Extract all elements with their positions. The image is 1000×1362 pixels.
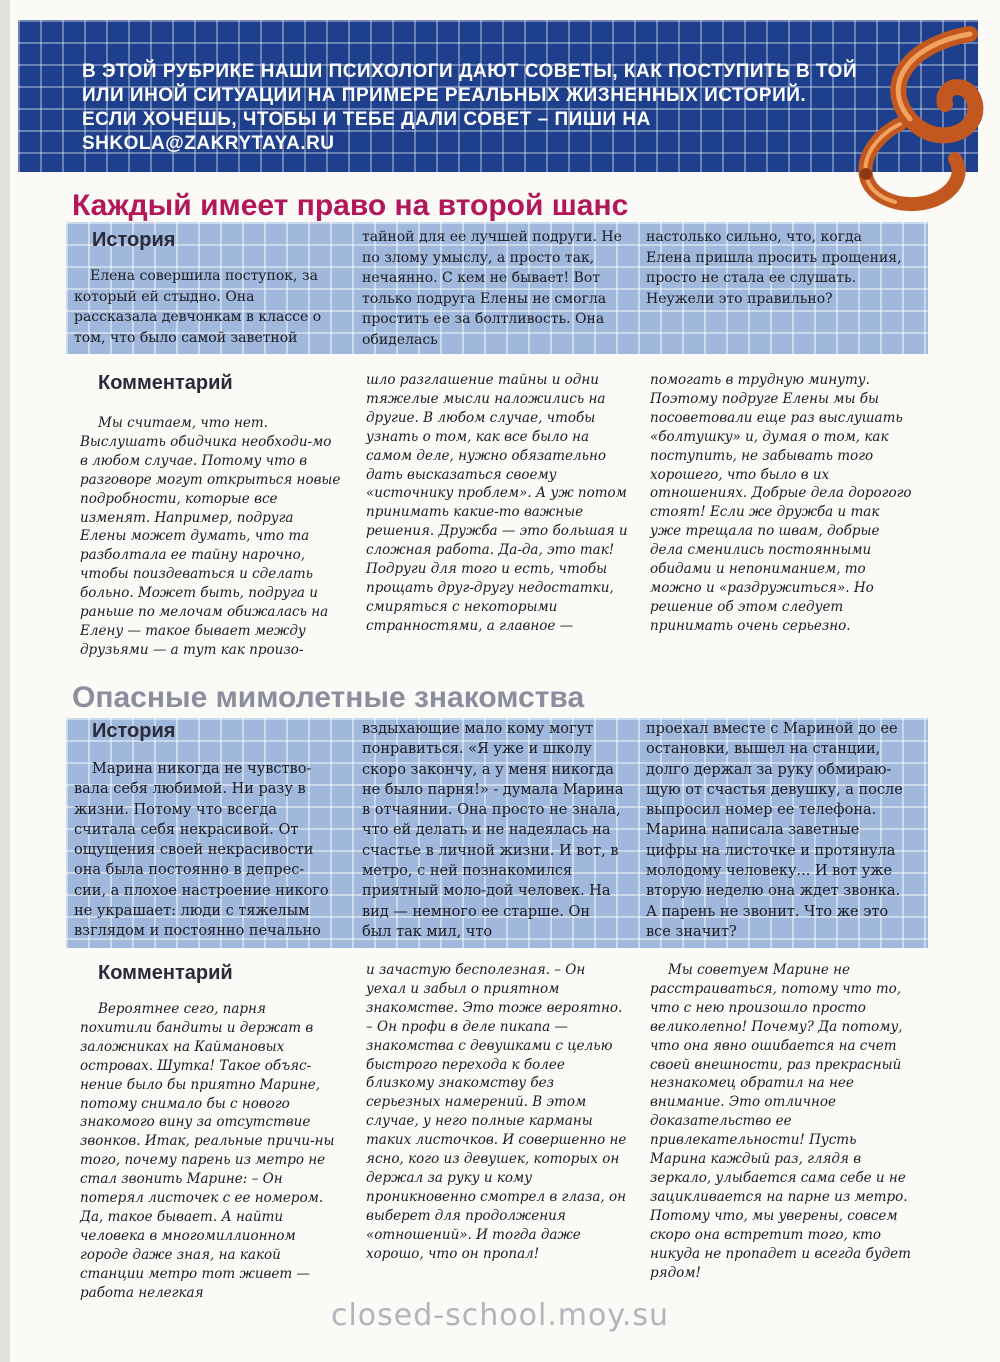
section1-story-heading: История [92,229,176,251]
section2-story-col3: проехал вместе с Мариной до ее остановки, вышел на станции, долго держал за руку обмираю-щую от счастья девушку, а после выпросил номер ее телефона. Марина написала заветные цифры на листочке и протянула молодому человеку... И вот уже вторую неделю она ждет звонка. А парень не звонит. Что же это все значит? [646,721,903,940]
section1-comment-col1: Мы считаем, что нет. Выслушать обидчика необходи-мо в любом случае. Потому что в разговоре могут открыться новые подробности, которые все изменят. Например, подруга Елены может думать, что та разболтала ее тайну нарочно, чтобы поиздеваться и сделать больно. Может быть, подруга и раньше по мелочам обижалась на Елену — такое бывает между друзьями — а тут как произо- [80,415,341,658]
section2-story-col2: вздыхающие мало кому могут понравиться. «Я уже и школу скоро закончу, а у меня никогда не было парня!» - думала Марина в отчаянии. Она просто не знала, что ей делать и не надеялась на счастье в личной жизни. И вот, в метро, с ней познакомился приятный моло-дой человек. На вид — немного ее старше. Он был так мил, что [362,721,624,940]
orange-swirl-ornament-icon [840,24,990,214]
section1-comment-col2: шло разглашение тайны и одни тяжелые мысли наложились на другие. В любом случае, чтобы узнать о том, как все было на самом деле, нужно обязательно дать высказаться своему «источнику проблем». А уж потом принимать какие-то важные решения. Дружба — это большая и сложная работа. Да-да, это так! Подруги для того и есть, чтобы прощать друг-другу недостатки, смиряться с некоторыми странностями, а главное — [366,372,628,634]
section2-title: Опасные мимолетные знакомства [72,681,585,714]
site-watermark: closed-school.moy.su [330,1298,670,1333]
section2-comment-col3: Мы советуем Марине не расстраиваться, потому что то, что с нею произошло просто великолепно! Почему? Да потому, что она явно ошибается на счет своей внешности, раз прекрасный незнакомец обратил на нее внимание. Это отличное доказательство ее привлекательности! Пусть Марина каждый раз, глядя в зеркало, улыбается сама себе и не зацикливается на парне из метро. Потому что, мы уверены, совсем скоро она встретит того, кто никуда не пропадет и всегда будет рядом! [650,962,911,1281]
section2-comment-col1: Вероятнее сего, парня похитили бандиты и держат в заложниках на Каймановых островах. Шутка! Такое объяс-нение было бы приятно Марине, потому снимало бы с нового знакомого вину за отсутствие звонков. Итак, реальные причи-ны того, почему парень из метро не стал звонить Марине: – Он потерял листочек с ее номером. Да, такое бывает. А найти человека в многомиллионном городе даже зная, на какой станции метро тот живет — работа нелегкая [80,1001,335,1301]
section2-comment-col2: и зачастую бесполезная. – Он уехал и забыл о приятном знакомстве. Это тоже вероятно. – Он профи в деле пикапа — знакомства с девушками с целью быстрого перехода к более близкому знакомству без серьезных намерений. В этом случае, у него полные карманы таких листочков. И совершенно не ясно, кого из девушек, которых он держал за руку и кому проникновенно смотрел в глаза, он выберет для продолжения «отношений». И тогда даже хорошо, что он пропал! [366,962,627,1262]
section2-comment-heading: Комментарий [98,962,233,984]
section1-comment-col3: помогать в трудную минуту. Поэтому подруге Елены мы бы посоветовали еще раз выслушать «болтушку» и, думая о том, как поступить, не забывать того хорошего, что было в их отношениях. Добрые дела дорогого стоят! Если же дружба и так уже трещала по швам, добрые дела сменились постоянными обидами и непониманием, то можно и «раздружиться». Но решение об этом следует принимать очень серьезно. [650,372,912,634]
rubric-intro-text: В ЭТОЙ РУБРИКЕ НАШИ ПСИХОЛОГИ ДАЮТ СОВЕТЫ, КАК ПОСТУПИТЬ В ТОЙ ИЛИ ИНОЙ СИТУАЦИИ НА ПРИМЕРЕ РЕАЛЬНЫХ ЖИЗНЕННЫХ ИСТОРИЙ. ЕСЛИ ХОЧЕШЬ, ЧТОБЫ И ТЕБЕ ДАЛИ СОВЕТ – ПИШИ НА SHKOLA@ZAKRYTAYA.RU [82,61,858,154]
section1-story-col2: тайной для ее лучшей подруги. Не по злому умыслу, а просто так, нечаянно. С кем не бывает! Вот только подруга Елены не смогла простить ее за болтливость. Она обиделась [362,229,622,348]
section2-story-heading: История [92,720,176,742]
section1-story-col1: Елена совершила поступок, за который ей стыдно. Она рассказала девчонкам в классе о том, что было самой заветной [74,268,322,346]
rubric-header-banner [18,20,978,172]
section1-comment-heading: Комментарий [98,372,233,394]
page-spine [0,0,10,1362]
section1-story-col3: настолько сильно, что, когда Елена пришла просить прощения, просто не стала ее слушать. Неужели это правильно? [646,229,902,307]
section2-story-col1: Марина никогда не чувство-вала себя любимой. Ни разу в жизни. Потому что всегда считала себя некрасивой. От ощущения своей некрасивости она была постоянно в депрес-сии, а плохое настроение никого не украшает: люди с тяжелым взглядом и постоянно печально [74,761,329,940]
section1-title: Каждый имеет право на второй шанс [72,189,629,222]
